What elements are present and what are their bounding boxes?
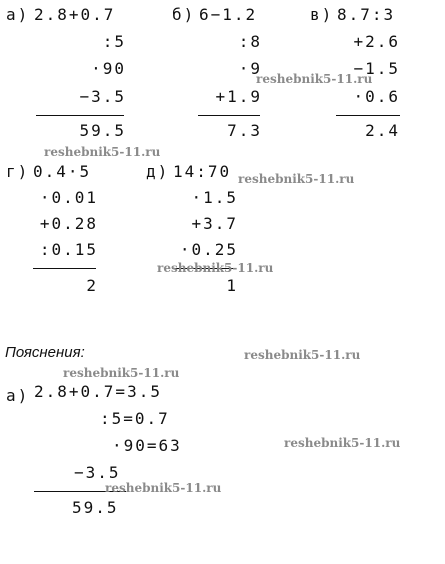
problem-g-line-1: 0.4·5 bbox=[33, 162, 92, 181]
problem-d-line-1: 14:70 bbox=[173, 162, 232, 181]
problem-d-label: д) bbox=[146, 162, 170, 181]
explanation-line-1: 2.8+0.7=3.5 bbox=[34, 382, 162, 401]
problem-v-line-1: 8.7:3 bbox=[337, 5, 396, 24]
problem-v-line-2: +2.6 bbox=[353, 32, 400, 51]
problem-v-result-rule bbox=[336, 115, 400, 116]
problem-a-line-1: 2.8+0.7 bbox=[34, 5, 116, 24]
problem-b-result-rule bbox=[198, 115, 260, 116]
problem-v-line-4: ·0.6 bbox=[353, 87, 400, 106]
problem-d-line-3: +3.7 bbox=[191, 214, 238, 233]
problem-g-line-4: :0.15 bbox=[39, 240, 98, 259]
problem-a-line-4: −3.5 bbox=[79, 87, 126, 106]
problem-v-label: в) bbox=[310, 5, 334, 24]
watermark: reshebnik5-11.ru bbox=[105, 481, 222, 495]
explanation-label: а) bbox=[6, 386, 30, 405]
problem-g-label: г) bbox=[6, 162, 30, 181]
watermark: reshebnik5-11.ru bbox=[63, 366, 180, 380]
problem-d-line-4: ·0.25 bbox=[179, 240, 238, 259]
watermark: reshebnik5-11.ru bbox=[238, 172, 355, 186]
problem-b-line-3: ·9 bbox=[238, 59, 262, 78]
problem-v-line-3: −1.5 bbox=[353, 59, 400, 78]
problem-b-line-4: +1.9 bbox=[215, 87, 262, 106]
problem-g-result-rule bbox=[33, 268, 96, 269]
problem-g-line-3: +0.28 bbox=[39, 214, 98, 233]
explanation-line-3: ·90=63 bbox=[112, 436, 182, 455]
explanation-line-2: :5=0.7 bbox=[100, 409, 170, 428]
explanation-result: 59.5 bbox=[72, 498, 119, 517]
problem-g-line-2: ·0.01 bbox=[39, 188, 98, 207]
problem-b-label: б) bbox=[172, 5, 196, 24]
watermark: reshebnik5-11.ru bbox=[244, 348, 361, 362]
problem-d-line-2: ·1.5 bbox=[191, 188, 238, 207]
problem-a-label: а) bbox=[6, 5, 30, 24]
problem-a-line-2: :5 bbox=[102, 32, 126, 51]
watermark: reshebnik5-11.ru bbox=[284, 436, 401, 450]
problem-a-result: 59.5 bbox=[79, 121, 126, 140]
problem-d-result: 1 bbox=[226, 276, 238, 295]
watermark: reshebnik5-11.ru bbox=[256, 72, 373, 86]
problem-a-result-rule bbox=[36, 115, 124, 116]
explanation-heading: Пояснения: bbox=[5, 344, 85, 361]
watermark: reshebnik5-11.ru bbox=[44, 145, 161, 159]
problem-b-line-2: :8 bbox=[238, 32, 262, 51]
problem-a-line-3: ·90 bbox=[91, 59, 126, 78]
problem-b-result: 7.3 bbox=[227, 121, 262, 140]
problem-g-result: 2 bbox=[86, 276, 98, 295]
problem-v-result: 2.4 bbox=[365, 121, 400, 140]
problem-b-line-1: 6−1.2 bbox=[199, 5, 258, 24]
explanation-line-4: −3.5 bbox=[74, 463, 121, 482]
watermark: reshebnik5-11.ru bbox=[157, 261, 274, 275]
